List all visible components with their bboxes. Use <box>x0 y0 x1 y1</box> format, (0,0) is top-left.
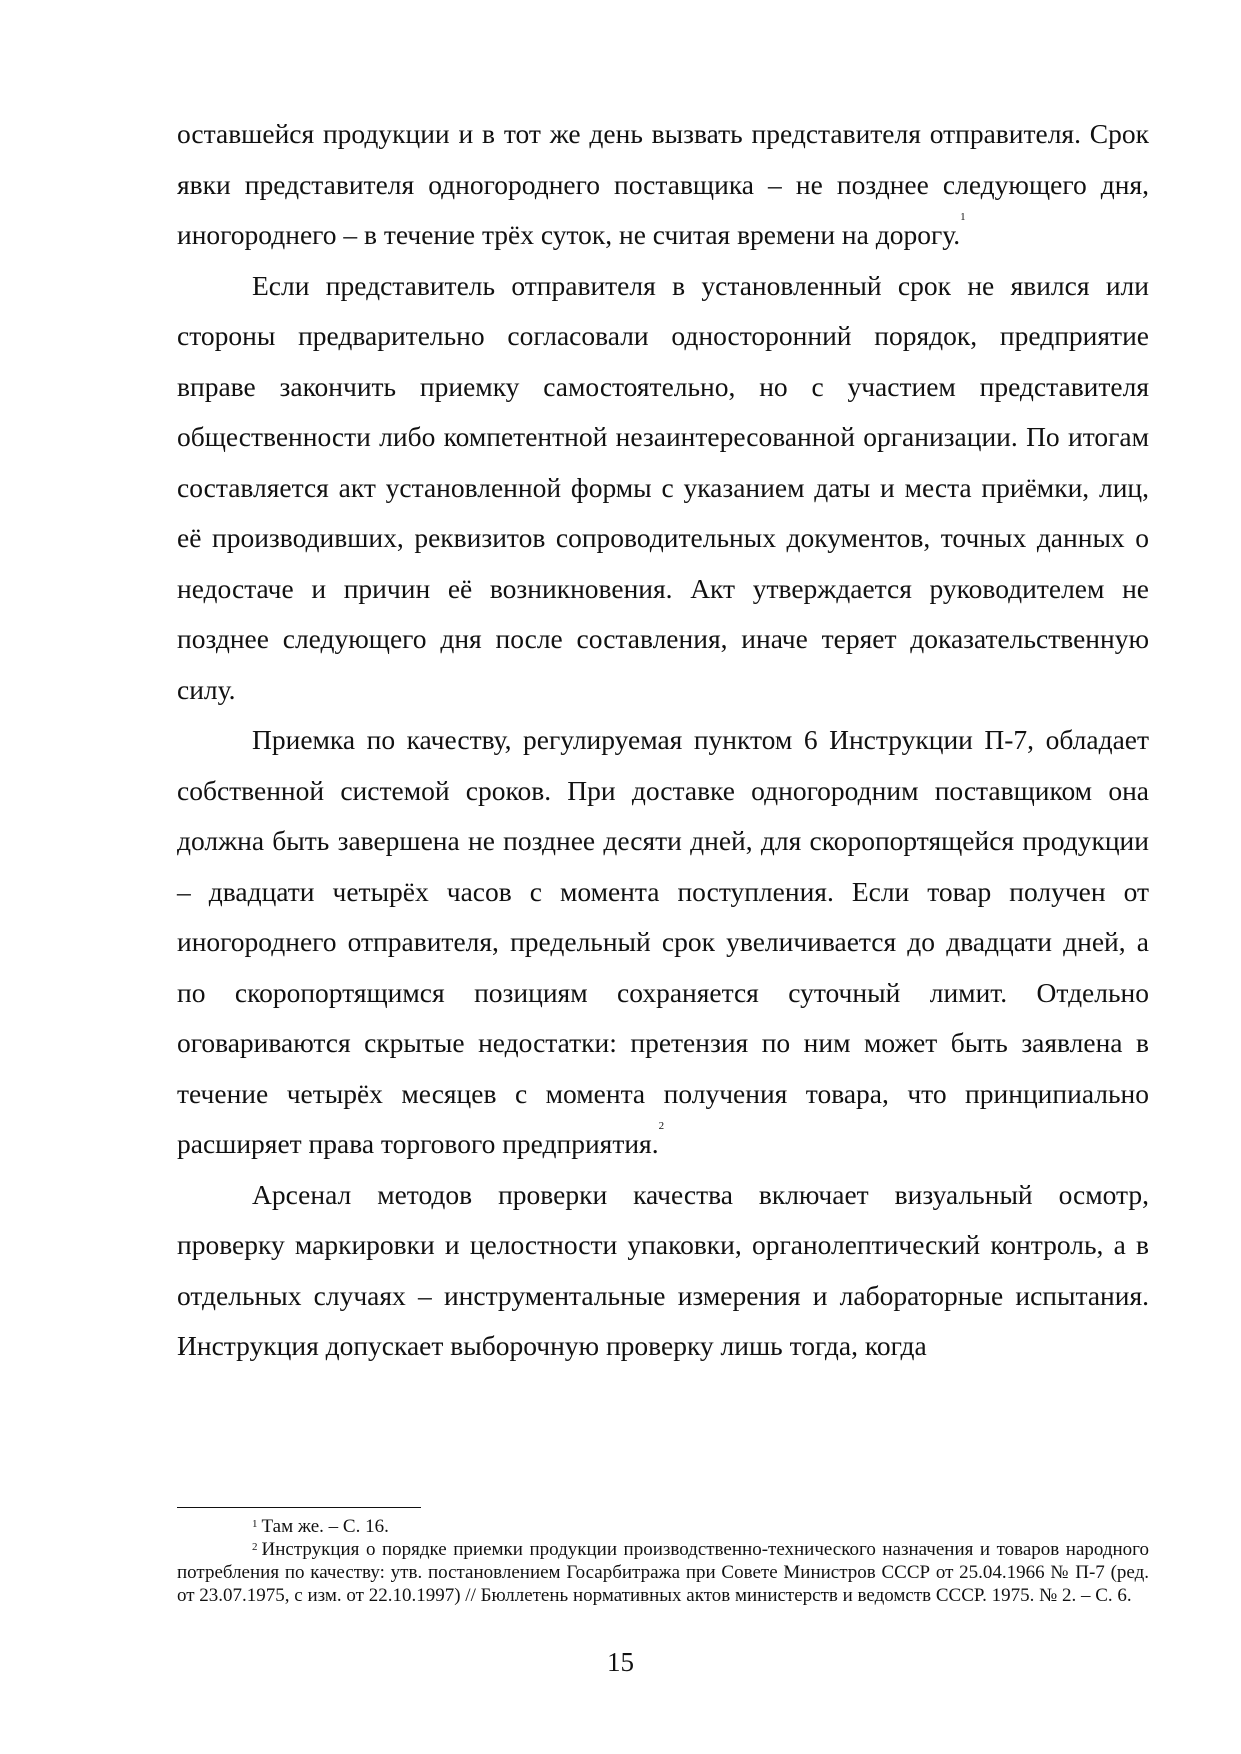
footnotes-section <box>177 1515 1149 1607</box>
footnote-2-number: 2 <box>252 1541 258 1553</box>
paragraph-1 <box>177 109 1149 261</box>
paragraph-1-text: оставшейся продукции и в тот же день вызвать представителя отправителя. Срок явки представителя одногороднего поставщика – не позднее следующего дня, иногороднего – в течение трёх суток, не считая времени на дорогу. <box>177 118 1149 250</box>
footnote-1-number: 1 <box>252 1518 258 1530</box>
page-number: 15 <box>607 1647 634 1677</box>
footnote-2 <box>177 1538 1149 1607</box>
footnote-ref-2[interactable]: 2 <box>658 1120 665 1132</box>
paragraph-2-text: Если представитель отправителя в установленный срок не явился или стороны предварительно согласовали односторонний порядок, предприятие вправе закончить приемку самостоятельно, но с участием представителя общественности либо компетентной незаинтересованной организации. По итогам составляется акт установленной формы с указанием даты и места приёмки, лиц, её производивших, реквизитов сопроводительных документов, точных данных о недостаче и причин её возникновения. Акт утверждается руководителем не позднее следующего дня после составления, иначе теряет доказательственную силу. <box>177 269 1149 705</box>
paragraph-4 <box>177 1170 1149 1372</box>
paragraph-3 <box>177 715 1149 1170</box>
body-text <box>177 109 1149 1372</box>
footnote-separator <box>177 1507 421 1508</box>
paragraph-3-text: Приемка по качеству, регулируемая пунктом 6 Инструкции П-7, обладает собственной системой сроков. При доставке одногородним поставщиком она должна быть завершена не позднее десяти дней, для скоропортящейся продукции – двадцати четырёх часов с момента поступления. Если товар получен от иногороднего отправителя, предельный срок увеличивается до двадцати дней, а по скоропортящимся позициям сохраняется суточный лимит. Отдельно оговариваются скрытые недостатки: претензия по ним может быть заявлена в течение четырёх месяцев с момента получения товара, что принципиально расширяет права торгового предприятия. <box>177 724 1149 1159</box>
footnote-1 <box>177 1515 1149 1538</box>
footnote-1-text: Там же. – С. 16. <box>261 1516 389 1537</box>
footnote-ref-1[interactable]: 1 <box>960 211 966 223</box>
paragraph-4-text: Арсенал методов проверки качества включает визуальный осмотр, проверку маркировки и целостности упаковки, органолептический контроль, а в отдельных случаях – инструментальные измерения и лабораторные испытания. Инструкция допускает выборочную проверку лишь тогда, когда <box>177 1178 1149 1361</box>
footnote-2-text: Инструкция о порядке приемки продукции производственно-технического назначения и товаров народного потребления по качеству: утв. постановлением Госарбитража при Совете Министров СССР от 25.04.1966 № П-7 (ред. от 23.07.1975, с изм. от 22.10.1997) // Бюллетень нормативных актов министерств и ведомств СССР. 1975. № 2. – С. 6. <box>177 1539 1149 1606</box>
paragraph-2 <box>177 261 1149 716</box>
